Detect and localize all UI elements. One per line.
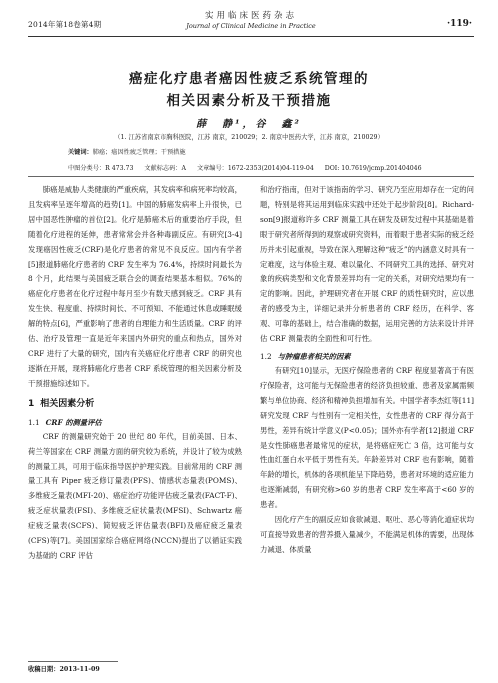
issue-info: 2014年第18卷第4期 bbox=[28, 20, 102, 29]
authors: 薛 静¹，谷 鑫² bbox=[196, 119, 302, 130]
subsection-number: 1.1 bbox=[28, 417, 40, 427]
body-paragraph: CRF 的测量研究始于 20 世纪 80 年代，目前美国、日本、荷兰等国家在 CRF 测量方面的研究较为系统，并设计了较为成熟的测量工具，可用于临床指导医护护理实践。目前常用的 CRF 测量工具有 Piper 疲乏修订量表(PFS)、情感状态量表(POMS)、多维疲乏量表(MFI-20)、癌症治疗功能评估疲乏量表(FACT-F)、疲乏症状量表(FSI)、多维疲乏症状量表(MFSI)、Schwartz 癌症疲乏量表(SCFS)、简短疲乏评估量表(BFI)及癌症疲乏量表(CFS)等[7]。美国国家综合癌症网络(NCCN)提出了以循证实践为基础的 CRF 评估 bbox=[28, 431, 242, 560]
body-paragraph: 和治疗指南，但对于该指南的学习、研究乃至应用却存在一定的问题，特别是将其运用到临床实践中还处于起步阶段[8]。Richard-son[9]报道称许多 CRF 测量工具在研发及研发过程中其基础是着眼于研究者所得到的观察或研究资料，而着眼于患者实际的疲乏经历并未引起重视，导致在深入理解这种“疲乏”的内涵意义时具有一定难度，这与体验主观、难以量化、不同研究工具的选择、研究对象的疾病类型和文化背景差异均有一定的关系，对研究结果均有一定的影响。因此，护理研究者在开展 CRF 的质性研究时，应以患者的感受为主，详细记录并分析患者的 CRF 经历，在科学、客观、可靠的基础上，结合准确的数据，运用完善的方法来设计并评估 CRF 测量表的全面性和可行性。 bbox=[260, 185, 474, 344]
page-number: ·119· bbox=[446, 19, 472, 29]
body-paragraph: 有研究[10]显示，无医疗保险患者的 CRF 程度显著高于有医疗保险者，这可能与无保险患者的经济负担较重、患者及家属需频繁与单位协商、经济和精神负担增加有关。中国学者李杰红等[11]研究发现 CRF 与性别有一定相关性，女性患者的 CRF 得分高于男性，差异有统计学意义(P<0.05)；国外亦有学者[12]报道 CRF 是女性肺癌患者最常见的症状，是将癌症死亡 3 倍，这可能与女性血红蛋白水平低于男性有关。年龄差异对 CRF 也有影响，随着年龄的增长，机体的各项机能呈下降趋势，患者对环境的适应能力也逐渐减弱，有研究称>60 岁的患者 CRF 发生率高于<60 岁的患者。 bbox=[260, 365, 474, 510]
article-number: 文章编号：1672-2353(2014)04-119-04 bbox=[196, 165, 314, 172]
document-code: 文献标志码：A bbox=[144, 165, 186, 172]
affiliation: （1. 江苏省南京市胸科医院，江苏 南京，210029；2. 南京中医药大学，江苏 南京，210029） bbox=[114, 134, 384, 141]
running-header bbox=[28, 6, 474, 40]
keywords-line bbox=[68, 147, 186, 156]
article-title-line2: 相关因素分析及干预措施 bbox=[166, 93, 332, 109]
subsection-title: 与肿瘤患者相关的因素 bbox=[277, 351, 351, 361]
subsection-title: CRF 的测量评估 bbox=[45, 417, 102, 427]
subsection-heading-1-1 bbox=[28, 416, 242, 430]
section-title: 相关因素分析 bbox=[40, 398, 95, 409]
subsection-number: 1.2 bbox=[260, 351, 272, 361]
journal-name-en: Journal of Clinical Medicine in Practice bbox=[186, 22, 316, 30]
received-date: 收稿日期：2013-11-09 bbox=[28, 666, 100, 673]
section-number: 1 bbox=[28, 398, 35, 409]
intro-paragraph: 肺癌是威胁人类健康的严重疾病，其发病率和病死率均较高，且发病率呈逐年增高的趋势[1]。中国的肺癌发病率上升很快，已居中国恶性肿瘤的首位[2]。化疗是肺癌术后的重要治疗手段，但随着化疗进程的延伸，患者常常会并各种毒副反应。有研究[3-4]发现癌因性疲乏(CRF)是化疗患者的常见不良反应。国内有学者[5]报道肺癌化疗患者的 CRF 发生率为 76.4%，持续时间最长为 8 个月，此结果与美国疲乏联合会的调查结果基本相似。76%的癌症化疗患者在化疗过程中每月至少有数天感到疲乏。CRF 具有发生快、程度重、持续时间长、不可预知、不能通过休息或睡眠缓解的特点[6]，严重影响了患者的自理能力和生活质量。CRF 的评估、治疗及管理一直是近年来国内外研究的重点和热点，国外对 CRF 进行了大量的研究，国内有关癌症化疗患者 CRF 的研究也逐渐在开展，现将肺癌化疗患者 CRF 系统管理的相关因素分析及干预措施综述如下。 bbox=[28, 185, 242, 388]
meta-divider bbox=[28, 176, 474, 177]
right-column bbox=[260, 183, 474, 558]
subsection-heading-1-2 bbox=[260, 350, 474, 364]
left-column bbox=[28, 183, 242, 564]
doi: DOI: 10.7619/jcmp.201404046 bbox=[324, 165, 422, 172]
keywords: 肺癌；癌因性疲乏管理；干预措施 bbox=[92, 149, 186, 156]
body-paragraph: 因化疗产生的副反应如食欲减退、呕吐、恶心等消化道症状均可直接导致患者的营养摄入量减少，不能满足机体的需要，出现体力减退、体质量 bbox=[260, 515, 474, 554]
footnote-rule bbox=[28, 661, 118, 662]
clc-number: 中图分类号：R 473.73 bbox=[68, 165, 134, 172]
classification-line bbox=[68, 163, 431, 172]
article-title-line1: 癌症化疗患者癌因性疲乏系统管理的 bbox=[129, 71, 369, 87]
section-heading-1 bbox=[28, 397, 242, 412]
keywords-label: 关键词： bbox=[68, 149, 93, 156]
journal-name-cn: 实用临床医药杂志 bbox=[204, 11, 297, 21]
header-rule bbox=[28, 36, 474, 37]
